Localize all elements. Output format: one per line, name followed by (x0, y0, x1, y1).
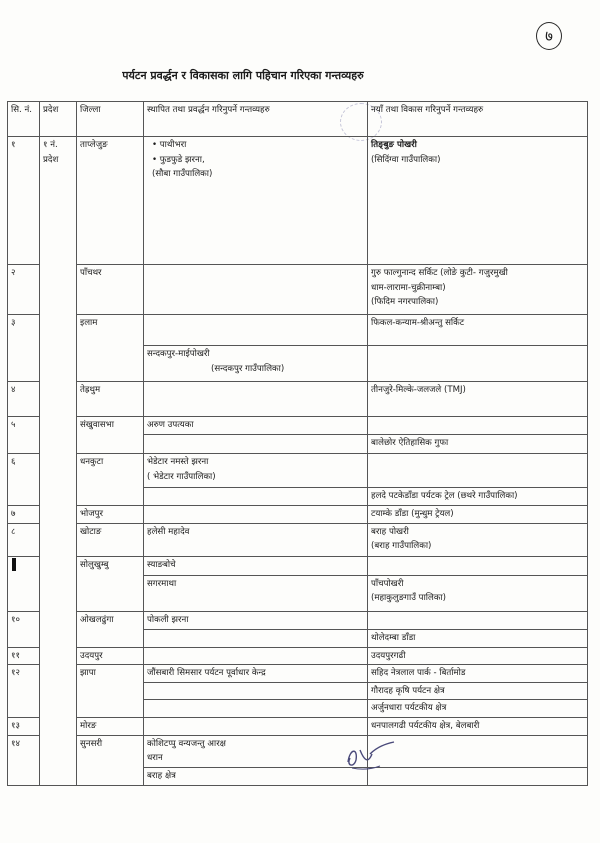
district-cell: झापा (77, 665, 144, 718)
new-cell (368, 137, 588, 265)
established-cell (144, 556, 368, 575)
table-header-row (8, 102, 588, 137)
new-cell (368, 682, 588, 700)
table-row (8, 315, 588, 346)
district-cell: पाँचथर (77, 265, 144, 315)
table-row (8, 506, 588, 524)
destination-item: थोलेदम्बा डाँडा (371, 632, 416, 643)
new-cell (368, 417, 588, 435)
established-cell (144, 575, 368, 611)
destination-item: बालेछोर ऐतिहासिक गुफा (371, 438, 449, 448)
table-row (8, 382, 588, 417)
established-cell (144, 435, 368, 454)
destination-item: हलदे पटकेडाँडा पर्यटक ट्रेल (छथरे गाउँपालिका) (371, 491, 518, 501)
new-cell (368, 575, 588, 611)
destination-item: तीनजुरे-मिल्के-जलजले (TMJ) (371, 385, 466, 395)
header-province: प्रदेश (40, 102, 77, 137)
row-sn: १० (8, 611, 40, 647)
destination-item: • पाथीभरा (152, 140, 187, 150)
destination-item: टयाम्के डाँडा (मुन्धुम ट्रेयल) (371, 509, 454, 519)
destination-item: उदयपुरगढी (371, 650, 406, 661)
table-row (8, 454, 588, 488)
destination-item: सन्दकपुर-माईपोखरी (147, 349, 210, 359)
header-established: स्थापित तथा प्रवर्द्धन गरिनुपर्ने गन्तव्यहरु (144, 102, 368, 137)
destination-item: हलेसी महादेव (147, 526, 190, 537)
established-cell (144, 735, 368, 767)
row-sn (8, 556, 40, 611)
new-cell (368, 454, 588, 488)
header-new: नयाँ तथा विकास गरिनुपर्ने गन्तव्यहरु (368, 102, 588, 137)
new-cell (368, 611, 588, 629)
established-cell (144, 767, 368, 785)
new-cell (368, 382, 588, 417)
district-cell: भोजपुर (77, 506, 144, 524)
destination-item: गौरादह कृषि पर्यटन क्षेत्र (371, 685, 445, 696)
established-cell (144, 665, 368, 683)
row-sn: ६ (8, 454, 40, 506)
table-row (8, 665, 588, 683)
established-cell (144, 682, 368, 700)
destination-item: पाँचपोखरी (371, 578, 404, 589)
established-cell (144, 700, 368, 718)
destination-item: (बराह गाउँपालिका) (371, 541, 432, 552)
destination-item: (सिदिंग्वा गाउँपालिका) (371, 154, 441, 165)
table-row (8, 523, 588, 556)
destination-item: गुरु फाल्गुनान्द सर्किट (लोङे कुटी- गजुरमुखी (371, 268, 508, 278)
destination-item: (सौबा गाउँपालिका) (152, 169, 213, 180)
new-cell (368, 523, 588, 556)
established-cell (144, 454, 368, 488)
row-sn: ११ (8, 647, 40, 665)
established-cell (144, 265, 368, 315)
row-sn: ४ (8, 382, 40, 417)
established-cell (144, 417, 368, 435)
row-sn: ५ (8, 417, 40, 454)
destination-item: धाम-लारामा-चुक्रीनाम्बा) (371, 282, 446, 293)
established-cell (144, 315, 368, 346)
row-sn: ८ (8, 523, 40, 556)
established-cell (144, 506, 368, 524)
district-cell: तेह्रथुम (77, 382, 144, 417)
established-cell (144, 647, 368, 665)
destination-item: सगरमाथा (147, 578, 177, 589)
new-cell (368, 647, 588, 665)
new-cell (368, 700, 588, 718)
row-sn: १२ (8, 665, 40, 718)
new-cell (368, 665, 588, 683)
new-cell (368, 435, 588, 454)
destination-item: बराह क्षेत्र (147, 770, 176, 781)
new-cell (368, 315, 588, 346)
table-row (8, 265, 588, 315)
header-district: जिल्ला (77, 102, 144, 137)
destination-item: अरुण उपत्यका (147, 420, 194, 430)
table-row (8, 735, 588, 767)
district-cell: उदयपुर (77, 647, 144, 665)
destination-item: तिङ्बुङ पोखरी (371, 140, 417, 150)
established-cell (144, 488, 368, 506)
established-cell (144, 611, 368, 629)
new-cell (368, 506, 588, 524)
district-cell: मोरङ (77, 718, 144, 736)
established-cell (144, 137, 368, 265)
destination-item: फिकल-कन्याम-श्रीअन्तु सर्किट (371, 318, 465, 328)
district-cell: सुनसरी (77, 735, 144, 785)
district-cell: खोटाङ (77, 523, 144, 556)
table-row (8, 647, 588, 665)
destination-item: • फुडफुडे झरना, (152, 154, 205, 165)
new-cell (368, 718, 588, 736)
row-sn: २ (8, 265, 40, 315)
destination-item: सहिद नेत्रलाल पार्क - बिर्तामोड (371, 668, 466, 679)
destination-item: स्याङबोचे (147, 559, 176, 570)
new-cell (368, 488, 588, 506)
page-title: पर्यटन प्रवर्द्धन र विकासका लागि पहिचान गरिएका गन्तव्यहरु (122, 69, 364, 82)
row-sn: १ (8, 137, 40, 265)
destination-item: (फिदिम नगरपालिका) (371, 297, 439, 308)
new-cell (368, 346, 588, 382)
table-row (8, 556, 588, 575)
destination-item: पोकली झरना (147, 614, 189, 625)
established-cell (144, 346, 368, 382)
district-cell: धनकुटा (77, 454, 144, 506)
new-cell (368, 265, 588, 315)
district-cell: ताप्लेजुङ (77, 137, 144, 265)
destinations-table (7, 101, 588, 786)
destination-item: ( भेडेटार गाउँपालिका) (147, 471, 216, 482)
established-cell (144, 523, 368, 556)
destination-item: (सन्दकपुर गाउँपालिका) (211, 363, 285, 374)
table-row (8, 611, 588, 629)
handwritten-signature (342, 738, 402, 772)
district-cell: इलाम (77, 315, 144, 382)
destination-item: धनपालगढी पर्यटकीय क्षेत्र, बेलबारी (371, 721, 480, 732)
row-sn: १४ (8, 735, 40, 785)
destination-item: (महाकुलुङगाउँ पालिका) (371, 593, 447, 604)
established-cell (144, 382, 368, 417)
page-number: ७ (536, 22, 562, 50)
header-sn: सि. नं. (8, 102, 40, 137)
destination-item: अर्जुनधारा पर्यटकीय क्षेत्र (371, 703, 447, 714)
district-cell: सोलुखुम्बु (77, 556, 144, 611)
destination-item: कोशिटप्पु वन्यजन्तु आरक्ष (147, 738, 226, 749)
province-cell: १ नं. प्रदेश (40, 137, 77, 786)
table-row (8, 417, 588, 435)
table-row (8, 137, 588, 265)
established-cell (144, 629, 368, 647)
destination-item: जौंसबारी सिमसार पर्यटन पूर्वाधार केन्द्र (147, 668, 266, 679)
established-cell (144, 718, 368, 736)
destination-item: भेडेटार नमस्ते झरना (147, 457, 209, 467)
district-cell: ओखलढुंगा (77, 611, 144, 647)
table-row (8, 718, 588, 736)
new-cell (368, 556, 588, 575)
destination-item: बराह पोखरी (371, 526, 409, 537)
new-cell (368, 629, 588, 647)
row-sn: १३ (8, 718, 40, 736)
row-sn: ३ (8, 315, 40, 382)
row-sn: ७ (8, 506, 40, 524)
ink-mark (12, 558, 16, 571)
destination-item: धरान (147, 753, 163, 764)
district-cell: संखुवासभा (77, 417, 144, 454)
